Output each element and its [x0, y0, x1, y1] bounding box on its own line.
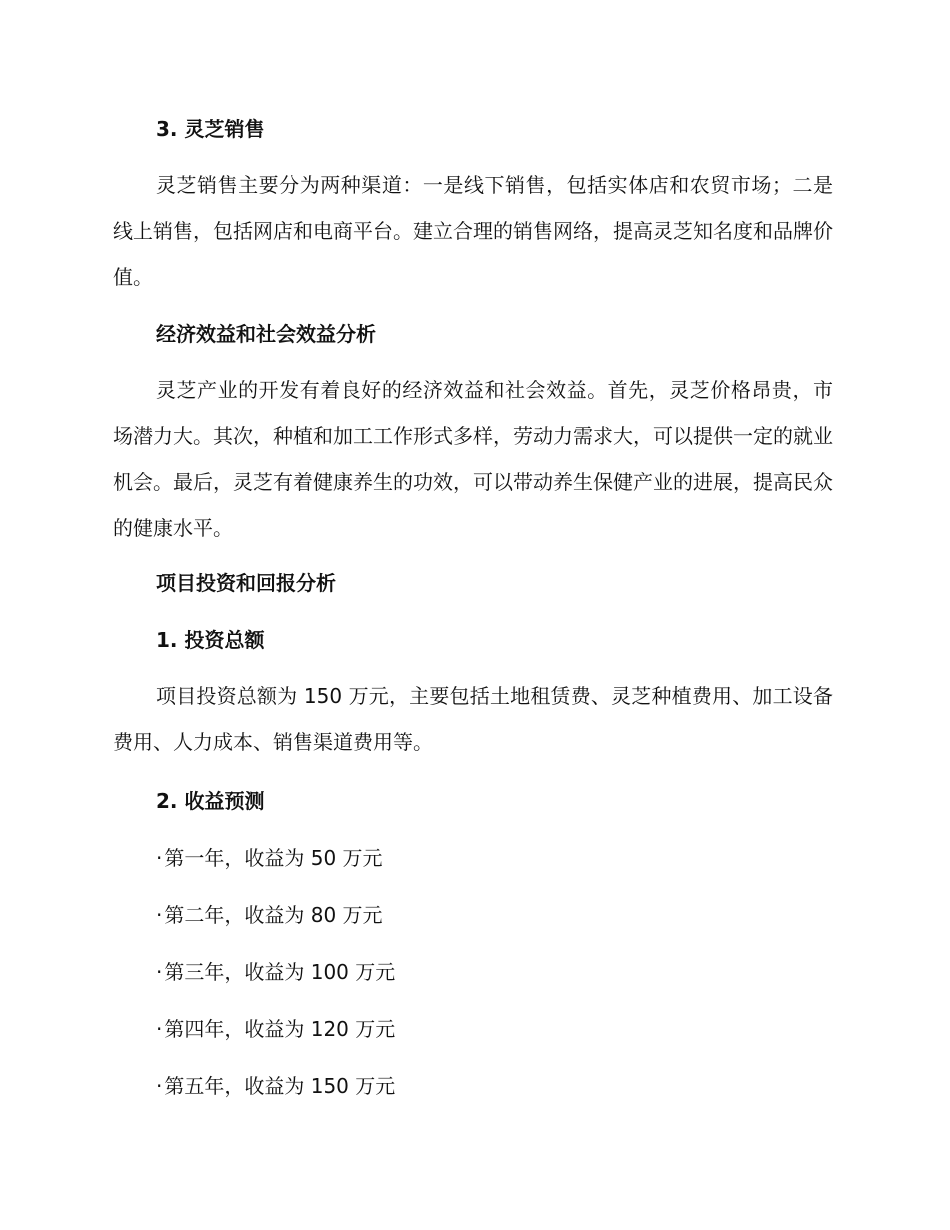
bullet-marker: · — [156, 903, 163, 927]
forecast-item-year-5 — [156, 1072, 395, 1100]
benefit-heading: 经济效益和社会效益分析 — [156, 322, 376, 346]
forecast-item-text: 第二年，收益为 80 万元 — [164, 903, 383, 927]
investment-heading: 项目投资和回报分析 — [156, 571, 336, 595]
sales-heading: 3. 灵芝销售 — [156, 117, 265, 141]
bullet-marker: · — [156, 846, 163, 870]
total-investment-paragraph: 项目投资总额为 150 万元，主要包括土地租赁费、灵芝种植费用、加工设备费用、人力成本、销售渠道费用等。 — [113, 684, 833, 754]
forecast-item-year-3 — [156, 958, 395, 986]
forecast-item-year-2 — [156, 901, 383, 929]
forecast-item-text: 第一年，收益为 50 万元 — [164, 846, 383, 870]
forecast-item-text: 第三年，收益为 100 万元 — [164, 960, 396, 984]
forecast-item-text: 第五年，收益为 150 万元 — [164, 1074, 396, 1098]
bullet-marker: · — [156, 1017, 163, 1041]
forecast-item-text: 第四年，收益为 120 万元 — [164, 1017, 396, 1041]
forecast-item-year-1 — [156, 844, 383, 872]
bullet-marker: · — [156, 960, 163, 984]
benefit-paragraph: 灵芝产业的开发有着良好的经济效益和社会效益。首先，灵芝价格昂贵，市场潜力大。其次，种植和加工工作形式多样，劳动力需求大，可以提供一定的就业机会。最后，灵芝有着健康养生的功效，可以带动养生保健产业的进展，提高民众的健康水平。 — [113, 378, 833, 540]
forecast-heading: 2. 收益预测 — [156, 789, 265, 813]
sales-paragraph: 灵芝销售主要分为两种渠道：一是线下销售，包括实体店和农贸市场；二是线上销售，包括网店和电商平台。建立合理的销售网络，提高灵芝知名度和品牌价值。 — [113, 173, 833, 289]
total-investment-heading: 1. 投资总额 — [156, 628, 265, 652]
forecast-item-year-4 — [156, 1015, 395, 1043]
bullet-marker: · — [156, 1074, 163, 1098]
